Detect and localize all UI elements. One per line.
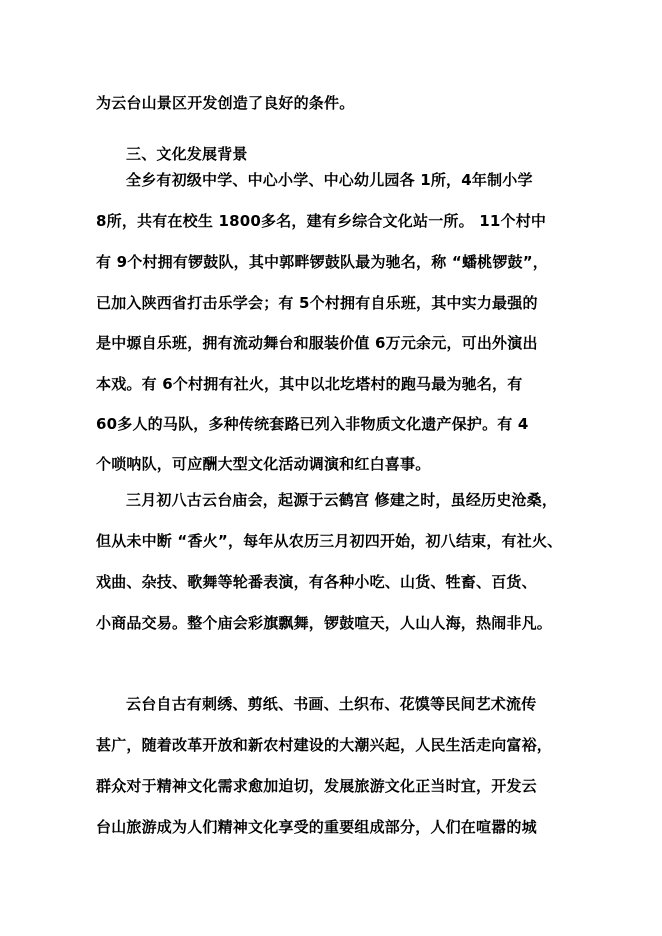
- text-line: 60多人的马队，多种传统套路已列入非物质文化遗产保护。有 4: [96, 415, 529, 433]
- text-line: 三月初八古云台庙会，起源于云鹤宫 修建之时，虽经历史沧桑，: [126, 491, 558, 509]
- text-line: 是中塬自乐班，拥有流动舞台和服装价值 6万元余元，可出外演出: [96, 334, 538, 352]
- text-line: 有 9个村拥有锣鼓队，其中郭畔锣鼓队最为驰名，称 “蟠桃锣鼓”，: [96, 253, 549, 271]
- text-line: 群众对于精神文化需求愈加迫切，发展旅游文化正当时宜，开发云: [96, 777, 537, 795]
- text-line: 甚广，随着改革开放和新农村建设的大潮兴起，人民生活走向富裕，: [96, 736, 553, 754]
- text-line: 但从未中断 “香火”，每年从农历三月初四开始，初八结束，有社火、: [96, 532, 563, 550]
- text-line: 全乡有初级中学、中心小学、中心幼儿园各 1所，4年制小学: [126, 171, 533, 189]
- text-line: 云台自古有刺绣、剪纸、书画、土织布、花馍等民间艺术流传: [126, 695, 537, 713]
- text-line: 个唢呐队，可应酬大型文化活动调演和红白喜事。: [96, 455, 431, 473]
- text-line: 已加入陕西省打击乐学会；有 5个村拥有自乐班，其中实力最强的: [96, 294, 538, 312]
- text-line: 小商品交易。整个庙会彩旗飘舞，锣鼓喧天，人山人海，热闹非凡。: [96, 614, 553, 632]
- text-line: 戏曲、杂技、歌舞等轮番表演，有各种小吃、山货、牲畜、百货、: [96, 573, 537, 591]
- text-line: 为云台山景区开发创造了良好的条件。: [96, 94, 355, 112]
- text-line: 本戏。有 6个村拥有社火，其中以北圪塔村的跑马最为驰名，有: [96, 375, 523, 393]
- text-line: 台山旅游成为人们精神文化享受的重要组成部分，人们在喧嚣的城: [96, 818, 537, 836]
- section-heading: 三、文化发展背景: [126, 145, 248, 163]
- text-line: 8所，共有在校生 1800多名，建有乡综合文化站一所。 11个村中: [96, 212, 547, 230]
